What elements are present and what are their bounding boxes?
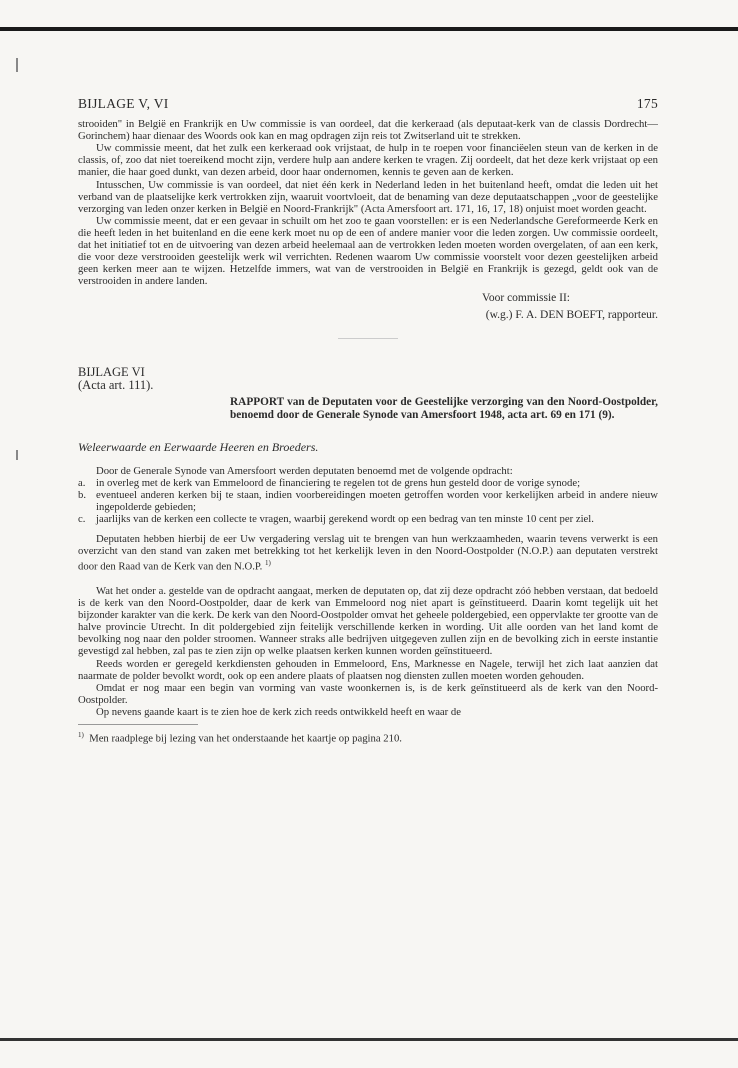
paragraph: Op nevens gaande kaart is te zien hoe de kerk zich reeds ontwikkeld heeft en waar de bbox=[96, 705, 461, 718]
list-item bbox=[78, 477, 658, 489]
paragraph: strooiden" in België en Frankrijk en Uw commissie is van oordeel, dat die kerkeraad (als deputaat-kerk van de classis Dordrecht—Gorinchem) haar dienaar des Woords ook kan en mag opdragen zijn reis tot Zwitserland uit te strekken. bbox=[78, 118, 658, 143]
list-text: eventueel anderen kerken bij te staan, indien voorbereidingen moeten getroffen worden voor kerkelijken arbeid in andere nieuw ingepolderde gebieden; bbox=[96, 488, 658, 513]
report-text: Deputaten hebben hierbij de eer Uw vergadering verslag uit te brengen van hun werkzaamheden, waarin tevens verwerkt is een overzicht van den stand van zaken met betrekking tot het kerkelijk leven in den Noord-Oostpolder (N.O.P.) aan deputaten verstrekt door den Raad van de Kerk van den N.O.P. bbox=[78, 533, 658, 573]
spacer bbox=[78, 525, 658, 533]
list-marker: c. bbox=[78, 513, 86, 526]
footnote bbox=[78, 729, 658, 745]
salutation: Weleerwaarde en Eerwaarde Heeren en Broeders. bbox=[78, 439, 319, 454]
paragraph: Uw commissie meent, dat er een gevaar in schuilt om het zoo te gaan voorstellen: er is een Nederlandsche Gereformeerde Kerk en die heeft leden in het buitenland en die eene kerk moet nu op de een of andere manier voor die leden zorgen. Uw commissie oordeelt, dat het initiatief tot en de uitvoering van dezen arbeid heelemaal aan de vertrokken leden moeten worden overgelaten, of aan een kerk, die voor deze verstrooiden geestelijk werk wil verrichten. Redenen waarom Uw commissie voorstelt voor dezen geestelijken arbeid geen kerken meer aan te wijzen. Hetzelfde immers, wat van de verstrooiden in België en Frankrijk is gezegd, geldt ook van de verstrooiden in andere landen. bbox=[78, 214, 658, 288]
signature-rapporteur: (w.g.) F. A. DEN BOEFT, rapporteur. bbox=[485, 308, 658, 321]
intro-paragraph: Door de Generale Synode van Amersfoort werden deputaten benoemd met de volgende opdracht: bbox=[96, 464, 513, 477]
list-item bbox=[78, 489, 658, 513]
top-border bbox=[0, 27, 738, 31]
paragraph: Omdat er nog maar een begin van vorming van vaste woonkernen is, is de kerk geïnstitueerd als de kerk van den Noord-Oostpolder. bbox=[78, 681, 658, 706]
footnote-rule bbox=[78, 724, 198, 725]
list-text: jaarlijks van de kerken een collecte te vragen, waarbij gerekend wordt op een bedrag van ten minste 10 cent per ziel. bbox=[96, 513, 594, 526]
binding-mark bbox=[16, 58, 18, 72]
signature-committee: Voor commissie II: bbox=[482, 292, 570, 305]
paragraph: Reeds worden er geregeld kerkdiensten gehouden in Emmeloord, Ens, Marknesse en Nagele, terwijl het zich laat aanzien dat naarmate de polder bevolkt wordt, ook op een andere plaats of plaatsen nog diensten zullen moeten worden gehouden. bbox=[78, 657, 658, 682]
paragraph: Wat het onder a. gestelde van de opdracht aangaat, merken de deputaten op, dat zij deze opdracht zóó hebben verstaan, dat bedoeld is de kerk van den Noord-Oostpolder, daar de kerk van Emmeloord nog niet apart is geïnstitueerd. Daarin komt tegelijk uit het bijzonder karakter van die kerk. De kerk van den Noord-Oostpolder omvat het geheele poldergebied, een oppervlakte ter grootte van de halve provincie Utrecht. In dit poldergebied zijn feitelijk verschillende kerken in wording. Uit alle oorden van het land komt de bevolking nog naar den polder stroomen. Wanneer straks alle bedrijven uitgegeven zullen zijn en de bevolking zich in eerste instantie gevestigd zal hebben, zal pas te zien zijn op welke plaatsen kerken kunnen worden geïnstitueerd. bbox=[78, 585, 658, 658]
binding-mark bbox=[16, 450, 18, 460]
assignment-list bbox=[78, 477, 658, 525]
report-paragraph bbox=[78, 533, 658, 573]
paragraph: Uw commissie meent, dat het zulk een kerkeraad ook vrijstaat, de hulp in te roepen voor financiëelen steun van de kerken in de classis, of, zoo dat niet toereikend mocht zijn, verdere hulp aan andere kerken te vragen. Zij oordeelt, dat het deze kerk vrijstaat op een manier, die haar goed dunkt, van dezen arbeid, door haar ondernomen, kennis te geven aan de kerken. bbox=[78, 142, 658, 179]
list-marker: b. bbox=[78, 488, 87, 501]
list-text: in overleg met de kerk van Emmeloord de financiering te regelen tot de grens hun gesteld door de vorige synode; bbox=[96, 476, 581, 489]
page-number: 175 bbox=[636, 96, 658, 111]
spacer bbox=[78, 573, 658, 585]
list-marker: a. bbox=[78, 476, 86, 489]
list-item bbox=[78, 513, 658, 525]
footnote-ref: 1) bbox=[264, 559, 271, 568]
section-divider bbox=[338, 338, 398, 339]
running-header bbox=[78, 98, 658, 110]
acta-reference: (Acta art. 111). bbox=[78, 377, 154, 392]
paragraph: Intusschen, Uw commissie is van oordeel, dat niet één kerk in Nederland leden in het buitenland heeft, omdat die leden uit het verband van de plaatselijke kerk vertrokken zijn, waaruit voortvloeit, dat de benaming van deze deputaatschappen „voor de geestelijke verzorging van leden onzer kerken in België en Noord-Frankrijk" (Acta Amersfoort art. 171, 16, 17, 18) onjuist moet worden geacht. bbox=[78, 178, 658, 215]
report-title: RAPPORT van de Deputaten voor de Geestelijke verzorging van den Noord-Oostpolder, benoemd door de Generale Synode van Amersfoort 1948, acta art. 69 en 171 (9). bbox=[230, 395, 658, 421]
appendix-label: BIJLAGE VI bbox=[78, 364, 145, 379]
bottom-border bbox=[0, 1038, 738, 1041]
footnote-text: Men raadplege bij lezing van het onderstaande het kaartje op pagina 210. bbox=[89, 732, 402, 745]
page bbox=[78, 98, 658, 745]
header-title: BIJLAGE V, VI bbox=[78, 96, 169, 111]
footnote-marker: 1) bbox=[78, 731, 84, 740]
